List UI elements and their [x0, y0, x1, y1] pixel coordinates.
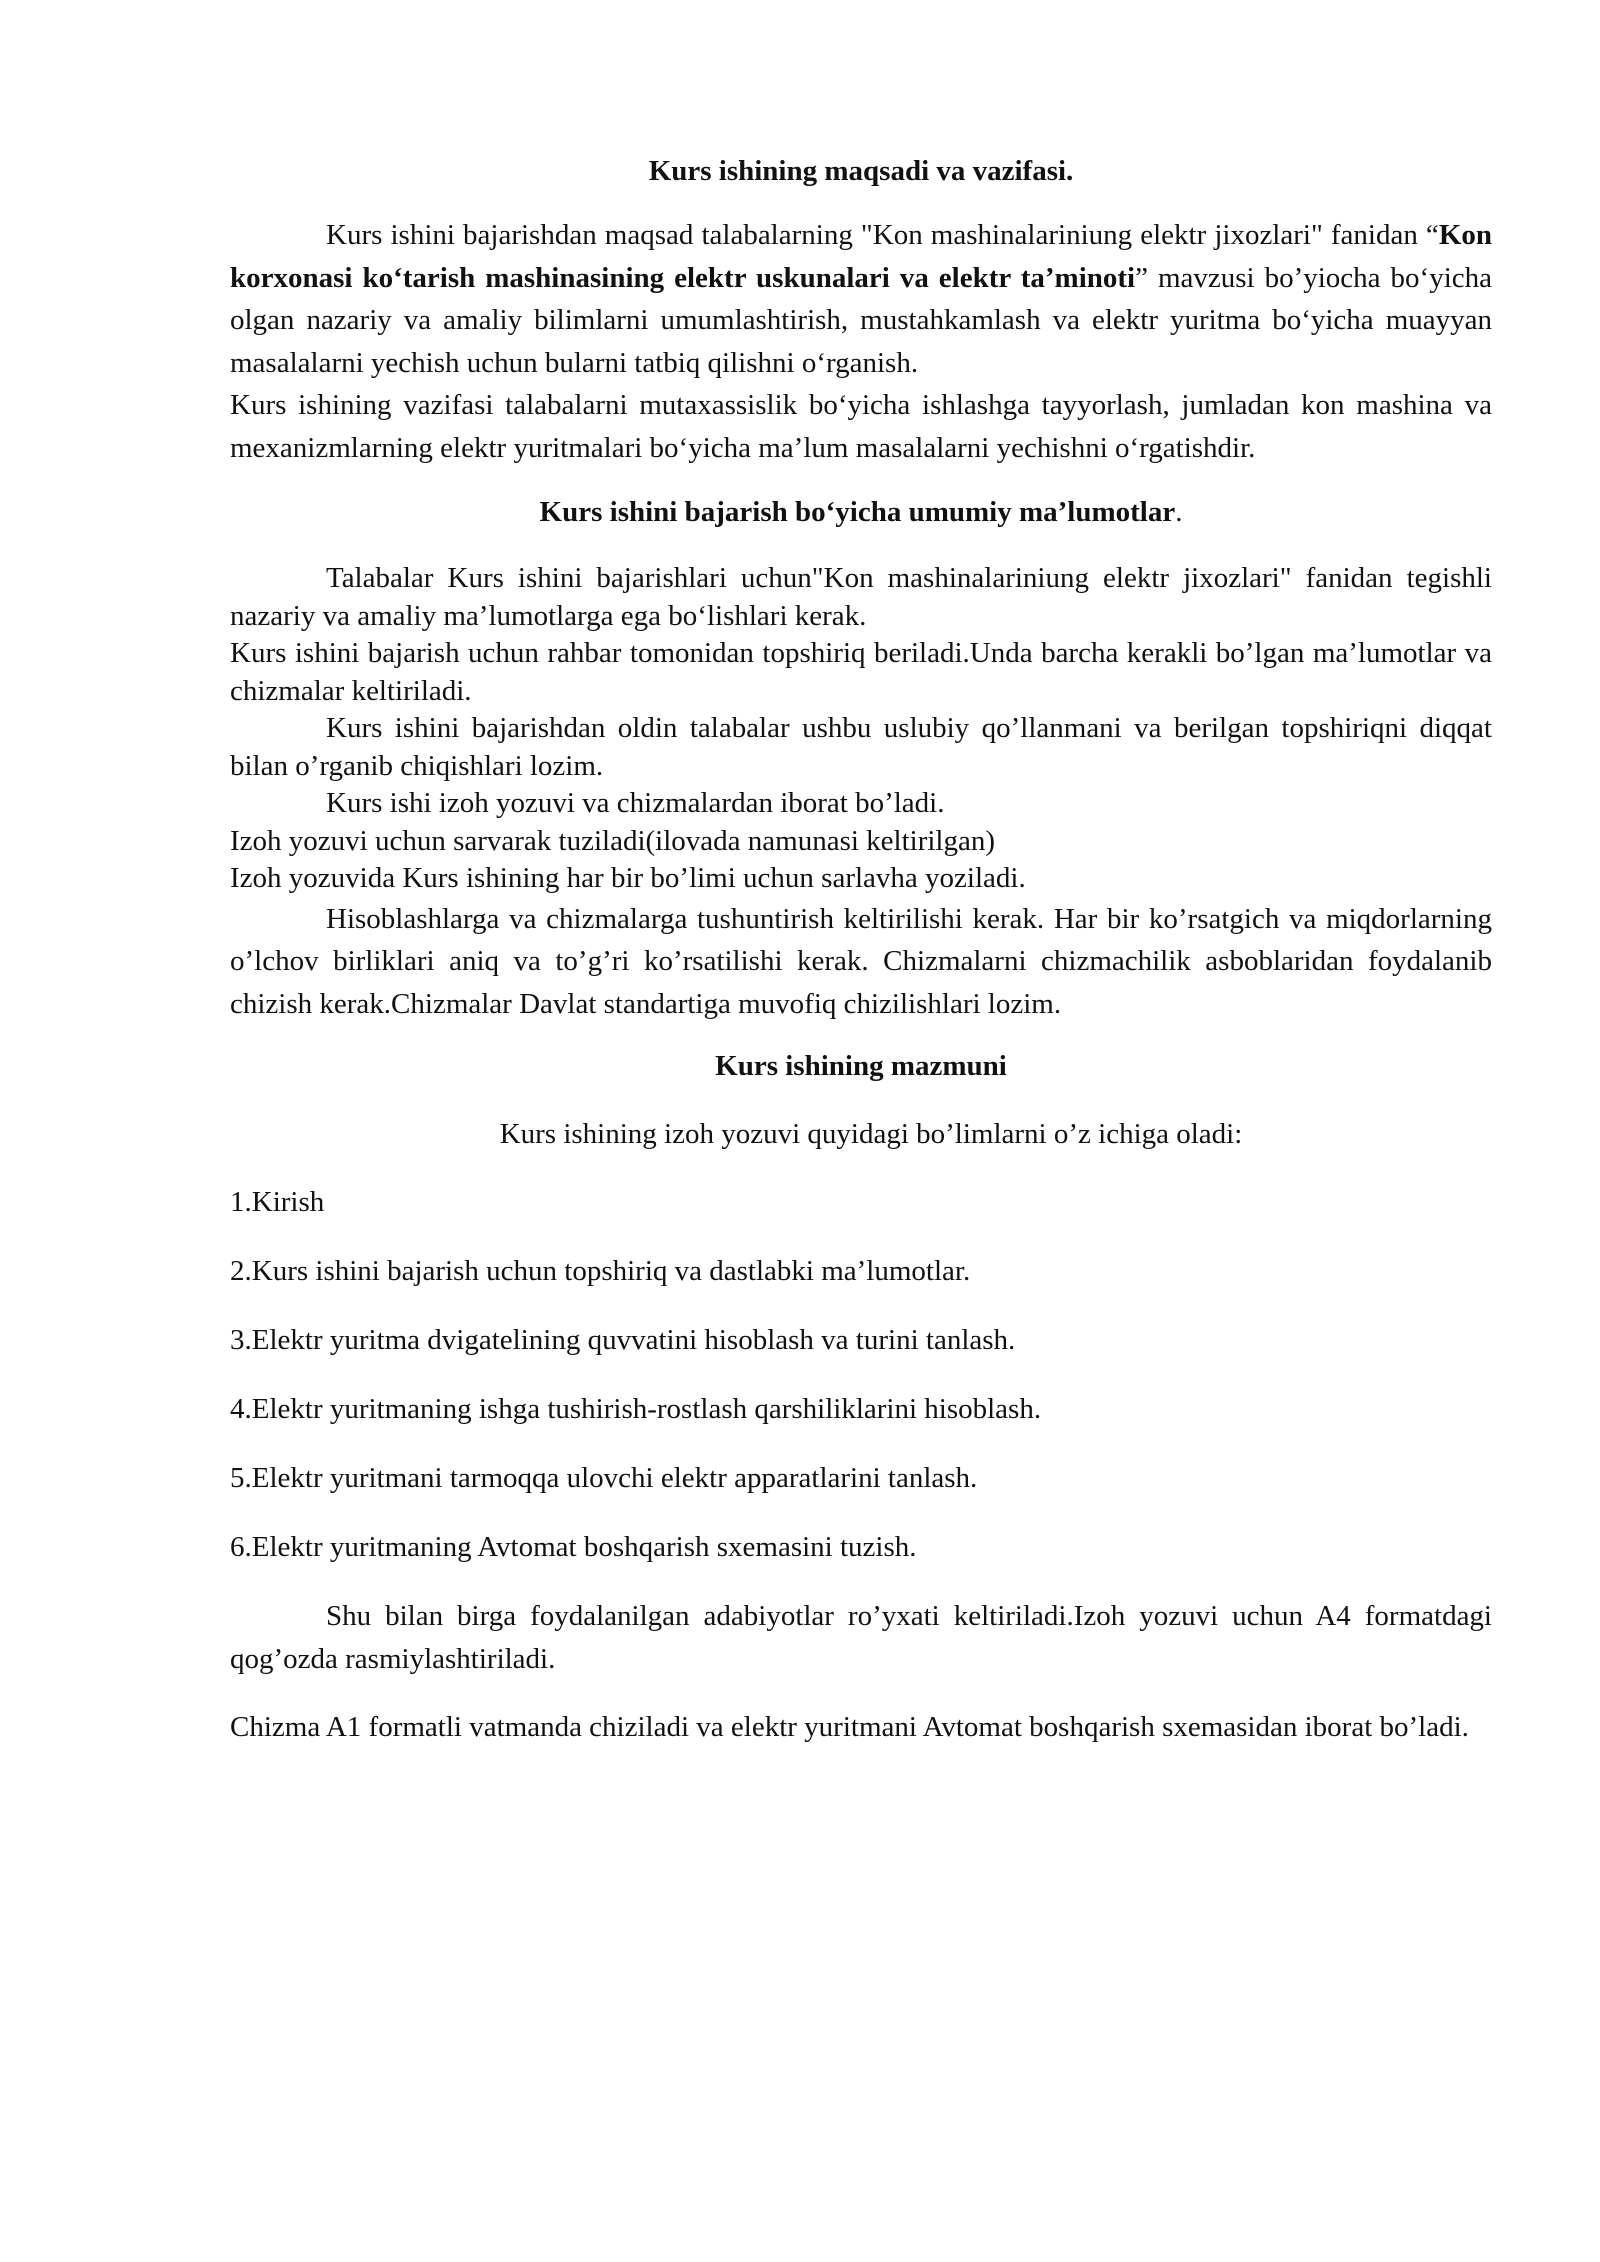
content-list	[230, 1181, 1492, 1568]
paragraph-drawing: Chizma A1 formatli vatmanda chiziladi va elektr yuritmani Avtomat boshqarish sxemasidan iborat bo’ladi.	[230, 1711, 1469, 1743]
paragraph-goal	[230, 214, 1492, 384]
section-title-general-info	[230, 491, 1492, 533]
list-item: 4.Elektr yuritmaning ishga tushirish-rostlash qarshiliklarini hisoblash.	[230, 1393, 1042, 1425]
paragraph-references: Shu bilan birga foydalanilgan adabiyotlar ro’yxati keltiriladi.Izoh yozuvi uchun A4 formatdagi qog’ozda rasmiylashtiriladi.	[230, 1600, 1492, 1675]
document-page	[230, 150, 1492, 1749]
list-item: 5.Elektr yuritmani tarmoqqa ulovchi elektr apparatlarini tanlash.	[230, 1462, 978, 1494]
paragraph-general-3: Kurs ishini bajarishdan oldin talabalar ushbu uslubiy qo’llanmani va berilgan topshiriqni diqqat bilan o’rganib chiqishlari lozim.	[230, 712, 1492, 782]
section-title-content: Kurs ishining mazmuni	[715, 1050, 1007, 1082]
section-title-goal: Kurs ishining maqsadi va vazifasi.	[648, 155, 1074, 187]
paragraph-general-1: Talabalar Kurs ishini bajarishlari uchun"Kon mashinalariniung elektr jixozlari" fanidan tegishli nazariy va amaliy ma’lumotlarga ega bo‘lishlari kerak.	[230, 562, 1492, 632]
section-title-general-info-period: .	[1175, 496, 1183, 528]
paragraph-general-6: Izoh yozuvida Kurs ishining har bir bo’limi uchun sarlavha yoziladi.	[230, 862, 1026, 894]
paragraph-general-7: Hisoblashlarga va chizmalarga tushuntirish keltirilishi kerak. Har bir ko’rsatgich va miqdorlarning o’lchov birliklari aniq va to’g’ri ko’rsatilishi kerak. Chizmalarni chizmachilik asboblaridan foydalanib chizish kerak.Chizmalar Davlat standartiga muvofiq chizilishlari lozim.	[230, 902, 1492, 1020]
paragraph-goal-topic: Kon korxonasi ko‘tarish mashinasining elektr uskunalari va elektr ta’minoti	[230, 219, 1492, 294]
paragraph-general-4: Kurs ishi izoh yozuvi va chizmalardan iborat bo’ladi.	[326, 787, 945, 819]
paragraph-goal-text-start: Kurs ishini bajarishdan maqsad talabalarning "Kon mashinalariniung elektr jixozlari" fanidan “	[326, 219, 1439, 251]
paragraph-general-2: Kurs ishini bajarish uchun rahbar tomonidan topshiriq beriladi.Unda barcha kerakli bo’lgan ma’lumotlar va chizmalar keltiriladi.	[230, 637, 1492, 707]
list-item: 1.Kirish	[230, 1186, 325, 1218]
paragraph-general-5: Izoh yozuvi uchun sarvarak tuziladi(ilovada namunasi keltirilgan)	[230, 824, 996, 857]
list-item: 3.Elektr yuritma dvigatelining quvvatini hisoblash va turini tanlash.	[230, 1324, 1016, 1356]
paragraph-task: Kurs ishining vazifasi talabalarni mutaxassislik bo‘yicha ishlashga tayyorlash, jumladan kon mashina va mexanizmlarning elektr yuritmalari bo‘yicha ma’lum masalalarni yechishni o‘rgatishdir.	[230, 389, 1492, 464]
section-title-general-info-text: Kurs ishini bajarish bo‘yicha umumiy ma’lumotlar	[539, 496, 1176, 528]
paragraph-goal-text-end: ” mavzusi bo’yiocha bo‘yicha olgan nazariy va amaliy bilimlarni umumlashtirish, mustahkamlash va elektr yuritma bo‘yicha muayyan masalalarni yechish uchun bularni tatbiq qilishni o‘rganish.	[230, 261, 1492, 379]
paragraph-content-intro: Kurs ishining izoh yozuvi quyidagi bo’limlarni o’z ichiga oladi:	[499, 1118, 1243, 1150]
list-item: 6.Elektr yuritmaning Avtomat boshqarish sxemasini tuzish.	[230, 1531, 917, 1563]
list-item: 2.Kurs ishini bajarish uchun topshiriq va dastlabki ma’lumotlar.	[230, 1255, 971, 1287]
